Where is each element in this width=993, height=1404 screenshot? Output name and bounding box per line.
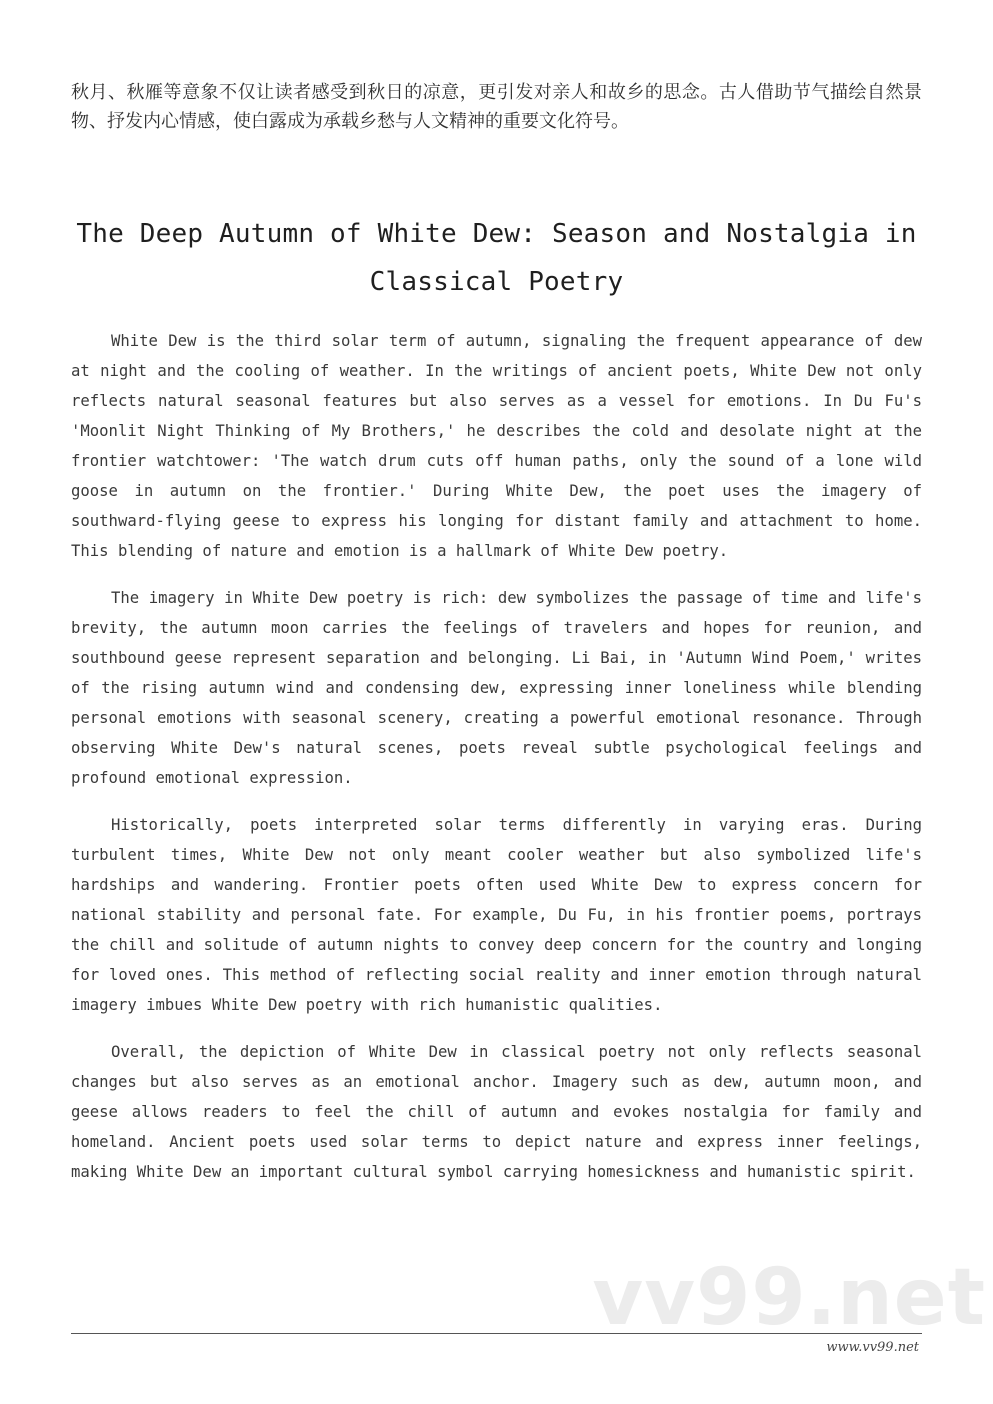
body-paragraph-1: White Dew is the third solar term of autumn, signaling the frequent appearance of dew at night and the cooling of weather. In the writings of ancient poets, White Dew not only reflects natural seasonal features but also serves as a vessel for emotions. In Du Fu's 'Moonlit Night Thinking of My Brothers,' he describes the cold and desolate night at the frontier watchtower: 'The watch drum cuts off human paths, only the sound of a lone wild goose in autumn on the frontier.' During White Dew, the poet uses the imagery of southward-flying geese to express his longing for distant family and attachment to home. This blending of nature and emotion is a hallmark of White Dew poetry. xyxy=(71,332,922,560)
document-page xyxy=(71,0,986,1404)
footer-divider xyxy=(71,1333,922,1334)
site-watermark: vv99.net xyxy=(592,1253,986,1343)
body-paragraph-2: The imagery in White Dew poetry is rich: dew symbolizes the passage of time and life's brevity, the autumn moon carries the feelings of travelers and hopes for reunion, and southbound geese represent separation and belonging. Li Bai, in 'Autumn Wind Poem,' writes of the rising autumn wind and condensing dew, expressing inner loneliness while blending personal emotions with seasonal scenery, creating a powerful emotional resonance. Through observing White Dew's natural scenes, poets reveal subtle psychological feelings and profound emotional expression. xyxy=(71,589,922,787)
body-paragraph-4: Overall, the depiction of White Dew in classical poetry not only reflects seasonal changes but also serves as an emotional anchor. Imagery such as dew, autumn moon, and geese allows readers to feel the chill of autumn and evokes nostalgia for family and homeland. Ancient poets used solar terms to depict nature and express inner feelings, making White Dew an important cultural symbol carrying homesickness and humanistic spirit. xyxy=(71,1043,922,1181)
body-paragraph-3: Historically, poets interpreted solar terms differently in varying eras. During turbulent times, White Dew not only meant cooler weather but also symbolized life's hardships and wandering. Frontier poets often used White Dew to express concern for national stability and personal fate. For example, Du Fu, in his frontier poems, portrays the chill and solitude of autumn nights to convey deep concern for the country and longing for loved ones. This method of reflecting social reality and inner emotion through natural imagery imbues White Dew poetry with rich humanistic qualities. xyxy=(71,816,922,1014)
article-title: The Deep Autumn of White Dew: Season and Nostalgia in Classical Poetry xyxy=(76,219,917,297)
footer-site-url: www.vv99.net xyxy=(826,1340,919,1355)
intro-paragraph: 秋月、秋雁等意象不仅让读者感受到秋日的凉意，更引发对亲人和故乡的思念。古人借助节气描绘自然景物、抒发内心情感，使白露成为承载乡愁与人文精神的重要文化符号。 xyxy=(71,82,922,132)
article-body xyxy=(71,326,922,1204)
